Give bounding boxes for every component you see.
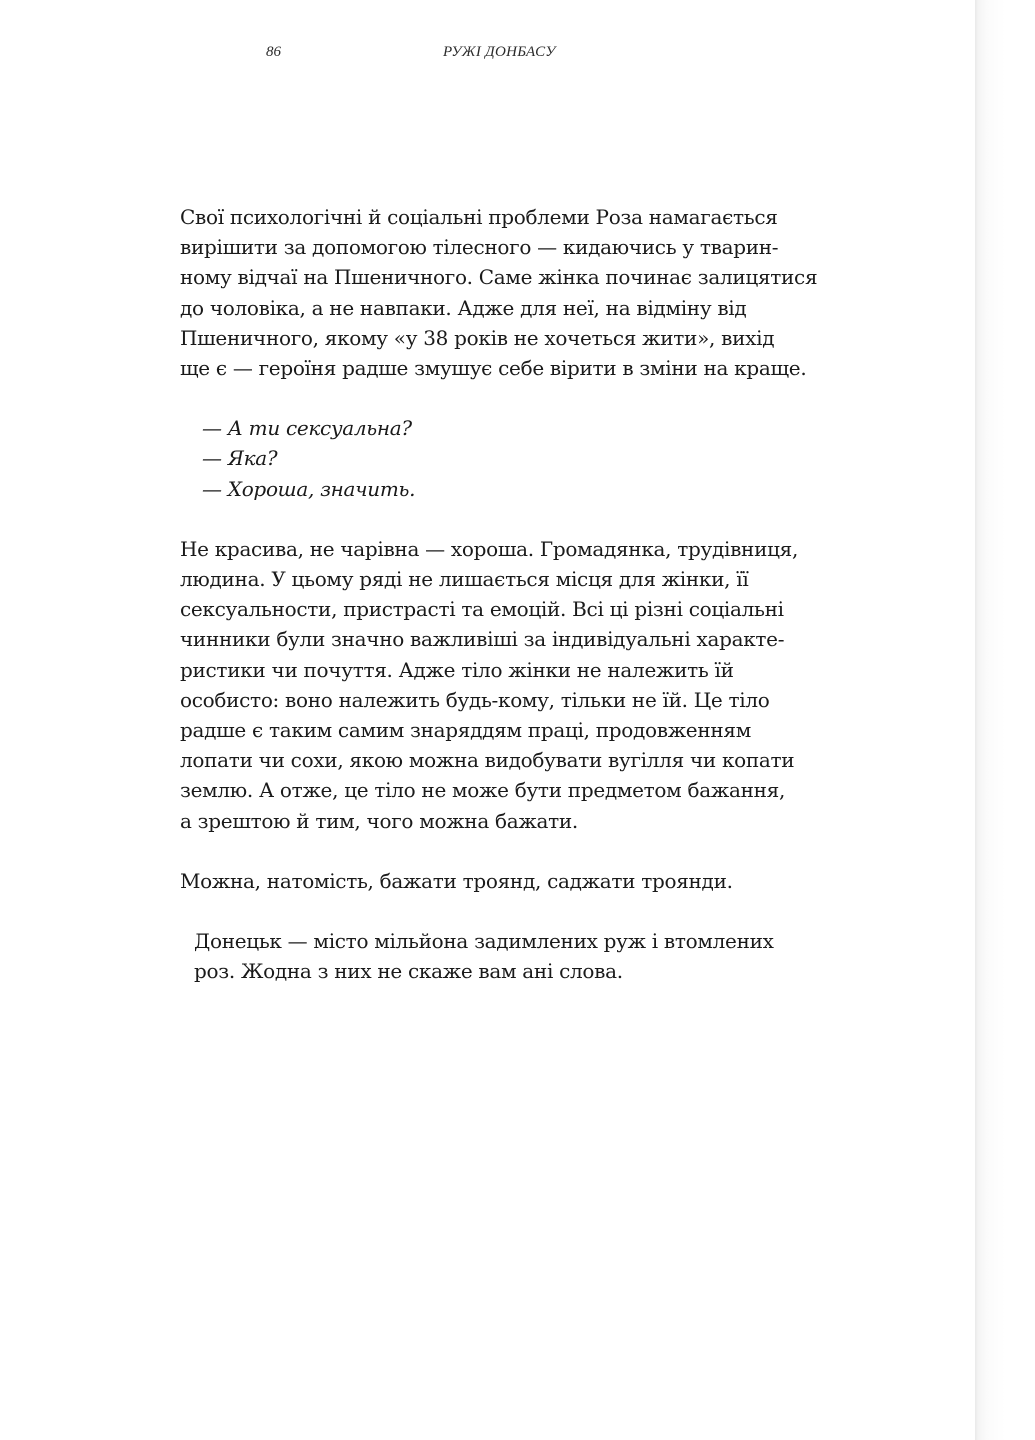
text-line: ристики чи почуття. Адже тіло жінки не належить їй [180, 657, 734, 682]
paragraph-gap [180, 504, 880, 534]
text-line: людина. У цьому ряді не лишається місця для жінки, її [180, 567, 749, 592]
dialogue-quote [180, 413, 880, 504]
text-line: Не красива, не чарівна — хороша. Громадянка, трудівниця, [180, 536, 799, 561]
dialogue-line: — А ти сексуальна? [202, 416, 412, 441]
text-line: лопати чи сохи, якою можна видобувати вугілля чи копати [180, 748, 795, 773]
text-line: ному відчаї на Пшеничного. Саме жінка починає залицятися [180, 265, 818, 290]
paragraph-3 [180, 866, 880, 896]
dialogue-line: — Хороша, значить. [202, 476, 416, 501]
page-edge-shadow [975, 0, 1035, 1440]
running-header [0, 44, 975, 66]
text-line: Свої психологічні й соціальні проблеми Роза намагається [180, 205, 778, 229]
paragraph-4 [180, 926, 880, 986]
dialogue-line: — Яка? [202, 446, 278, 471]
text-line: чинники були значно важливіші за індивідуальні характе- [180, 627, 785, 652]
paragraph-gap [180, 383, 880, 413]
running-title: РУЖІ ДОНБАСУ [443, 44, 556, 60]
text-line: Пшеничного, якому «у 38 років не хочеться жити», вихід [180, 325, 775, 350]
text-line: землю. А отже, це тіло не може бути предметом бажання, [180, 778, 786, 803]
paragraph-gap [180, 836, 880, 866]
text-line: вирішити за допомогою тілесного — кидаючись у тварин- [180, 235, 779, 260]
text-line: ще є — героїня радше змушує себе вірити в зміни на краще. [180, 356, 807, 381]
text-line: а зрештою й тим, чого можна бажати. [180, 808, 578, 833]
text-line: сексуальности, пристрасті та емоцій. Всі ці різні соціальні [180, 597, 784, 622]
text-line: до чоловіка, а не навпаки. Адже для неї, на відміну від [180, 295, 747, 320]
text-line: радше є таким самим знаряддям праці, продовженням [180, 718, 751, 743]
paragraph-gap [180, 896, 880, 926]
text-line: особисто: воно належить будь-кому, тільки не їй. Це тіло [180, 687, 770, 712]
paragraph-1 [180, 202, 880, 383]
text-line: роз. Жодна з них не скаже вам ані слова. [194, 959, 623, 984]
paragraph-2 [180, 534, 880, 836]
body-text [180, 202, 880, 986]
page-number: 86 [266, 44, 281, 60]
text-line: Можна, натомість, бажати троянд, саджати троянди. [180, 868, 733, 893]
text-line: Донецьк — місто мільйона задимлених руж і втомлених [194, 929, 774, 954]
